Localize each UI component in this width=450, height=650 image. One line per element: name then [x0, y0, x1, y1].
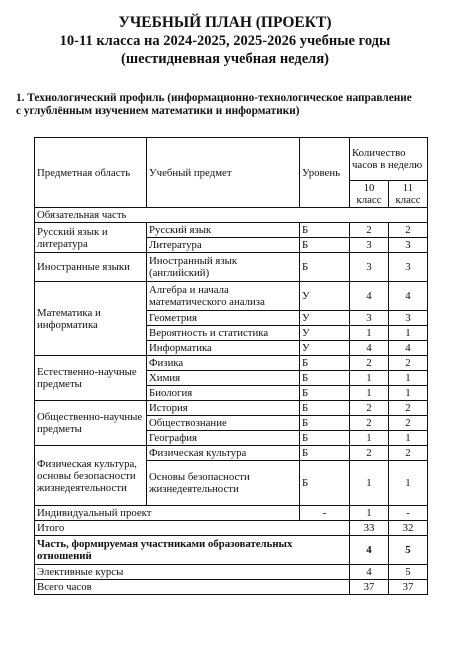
hours-11-cell: 2: [389, 356, 428, 371]
level-cell: Б: [300, 401, 350, 416]
subject-cell: Литература: [147, 238, 300, 253]
subject-cell: Физика: [147, 356, 300, 371]
electives-h11: 5: [389, 565, 428, 580]
section-heading-line-2: с углублённым изучением математики и информатики): [16, 105, 300, 117]
header-area: Предметная область: [35, 138, 147, 208]
electives-label: Элективные курсы: [35, 565, 350, 580]
hours-11-cell: 1: [389, 326, 428, 341]
subject-cell: География: [147, 431, 300, 446]
title-line-3: (шестидневная учебная неделя): [121, 51, 329, 67]
hours-10-cell: 1: [350, 461, 389, 506]
subject-cell: Геометрия: [147, 311, 300, 326]
hours-10-cell: 3: [350, 238, 389, 253]
hours-11-cell: 3: [389, 238, 428, 253]
subject-cell: Информатика: [147, 341, 300, 356]
subject-area-cell: Физическая культура, основы безопасности жизнедеятельности: [35, 446, 147, 506]
participants-part-h10: 4: [350, 536, 389, 565]
hours-11-cell: 2: [389, 223, 428, 238]
hours-11-cell: 3: [389, 311, 428, 326]
level-cell: Б: [300, 461, 350, 506]
table-row-grand-total: [35, 580, 428, 595]
grand-total-label: Всего часов: [35, 580, 350, 595]
level-cell: Б: [300, 371, 350, 386]
hours-10-cell: 2: [350, 356, 389, 371]
table-row: [35, 253, 428, 282]
hours-11-cell: 2: [389, 446, 428, 461]
section-heading: [16, 92, 446, 118]
table-row: [35, 223, 428, 238]
subject-cell: Русский язык: [147, 223, 300, 238]
participants-part-label: Часть, формируемая участниками образовательных отношений: [35, 536, 350, 565]
individual-project-h10: 1: [350, 506, 389, 521]
subject-cell: История: [147, 401, 300, 416]
hours-10-cell: 1: [350, 326, 389, 341]
participants-part-h11: 5: [389, 536, 428, 565]
total-h10: 33: [350, 521, 389, 536]
hours-11-cell: 2: [389, 401, 428, 416]
hours-11-cell: 4: [389, 282, 428, 311]
level-cell: У: [300, 341, 350, 356]
subject-area-cell: Русский язык и литература: [35, 223, 147, 253]
individual-project-label: Индивидуальный проект: [35, 506, 300, 521]
header-subject: Учебный предмет: [147, 138, 300, 208]
level-cell: У: [300, 311, 350, 326]
hours-10-cell: 1: [350, 431, 389, 446]
subject-area-cell: Иностранные языки: [35, 253, 147, 282]
hours-11-cell: 1: [389, 461, 428, 506]
header-level: Уровень: [300, 138, 350, 208]
curriculum-table: [34, 137, 428, 595]
subject-cell: Биология: [147, 386, 300, 401]
hours-10-cell: 3: [350, 311, 389, 326]
subject-cell: Обществознание: [147, 416, 300, 431]
hours-10-cell: 2: [350, 446, 389, 461]
level-cell: Б: [300, 223, 350, 238]
hours-10-cell: 2: [350, 223, 389, 238]
table-row-participants-part: [35, 536, 428, 565]
level-cell: У: [300, 326, 350, 341]
level-cell: Б: [300, 446, 350, 461]
electives-h10: 4: [350, 565, 389, 580]
title-line-2: 10-11 класса на 2024-2025, 2025-2026 учебные годы: [59, 33, 391, 49]
hours-11-cell: 4: [389, 341, 428, 356]
subject-area-cell: Математика и информатика: [35, 282, 147, 356]
table-row: [35, 401, 428, 416]
table-row: [35, 446, 428, 461]
section-heading-line-1: 1. Технологический профиль (информационно-технологическое направление: [16, 92, 412, 104]
hours-11-cell: 1: [389, 431, 428, 446]
header-hours: Количество часов в неделю: [350, 138, 428, 181]
hours-10-cell: 3: [350, 253, 389, 282]
individual-project-level: -: [300, 506, 350, 521]
table-row: [35, 282, 428, 311]
hours-10-cell: 4: [350, 282, 389, 311]
subject-cell: Иностранный язык (английский): [147, 253, 300, 282]
level-cell: Б: [300, 431, 350, 446]
hours-10-cell: 4: [350, 341, 389, 356]
hours-11-cell: 1: [389, 371, 428, 386]
hours-11-cell: 1: [389, 386, 428, 401]
header-grade-10: 10 класс: [350, 181, 389, 208]
header-grade-11: 11 класс: [389, 181, 428, 208]
table-row-electives: [35, 565, 428, 580]
hours-11-cell: 2: [389, 416, 428, 431]
level-cell: Б: [300, 416, 350, 431]
level-cell: Б: [300, 238, 350, 253]
subject-cell: Химия: [147, 371, 300, 386]
subject-cell: Основы безопасности жизнедеятельности: [147, 461, 300, 506]
hours-11-cell: 3: [389, 253, 428, 282]
subject-cell: Алгебра и начала математического анализа: [147, 282, 300, 311]
level-cell: Б: [300, 253, 350, 282]
hours-10-cell: 2: [350, 416, 389, 431]
hours-10-cell: 1: [350, 386, 389, 401]
title-line-1: УЧЕБНЫЙ ПЛАН (ПРОЕКТ): [118, 14, 332, 31]
level-cell: У: [300, 282, 350, 311]
subject-cell: Физическая культура: [147, 446, 300, 461]
individual-project-h11: -: [389, 506, 428, 521]
total-h11: 32: [389, 521, 428, 536]
table-row-individual-project: [35, 506, 428, 521]
table-row: [35, 356, 428, 371]
mandatory-part-label: Обязательная часть: [35, 208, 428, 223]
hours-10-cell: 1: [350, 371, 389, 386]
level-cell: Б: [300, 386, 350, 401]
total-label: Итого: [35, 521, 350, 536]
grand-total-h10: 37: [350, 580, 389, 595]
hours-10-cell: 2: [350, 401, 389, 416]
grand-total-h11: 37: [389, 580, 428, 595]
subject-area-cell: Общественно-научные предметы: [35, 401, 147, 446]
table-row-total: [35, 521, 428, 536]
level-cell: Б: [300, 356, 350, 371]
subject-cell: Вероятность и статистика: [147, 326, 300, 341]
subject-area-cell: Естественно-научные предметы: [35, 356, 147, 401]
page-title: [0, 14, 450, 68]
